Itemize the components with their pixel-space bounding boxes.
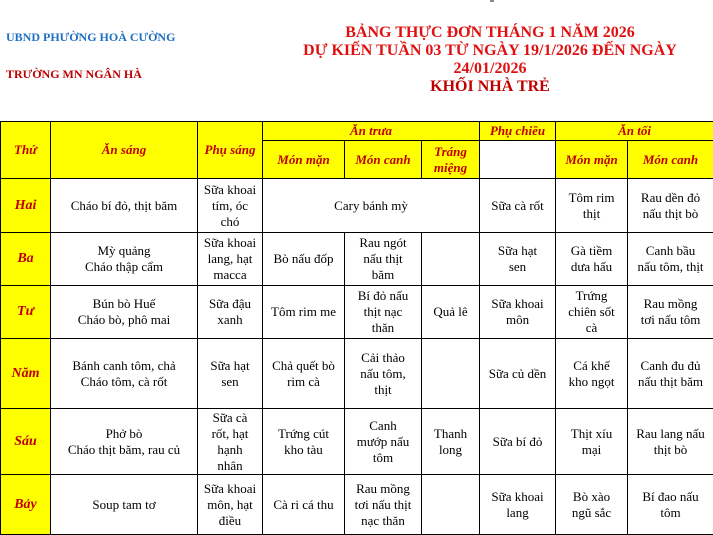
dinner-main-cell	[556, 409, 628, 475]
lunch-soup-cell-line: nấu thịt	[347, 251, 419, 267]
lunch-soup-cell-line: Rau mồng	[347, 481, 419, 497]
lunch-soup-cell-line: Bí đỏ nấu	[347, 288, 419, 304]
dinner-soup-cell	[628, 339, 713, 409]
lunch-dessert-cell	[422, 475, 480, 535]
dinner-soup-cell	[628, 475, 713, 535]
afternoon-snack-cell-line: môn	[482, 312, 553, 328]
dinner-soup-cell-line: Canh đu đủ	[630, 358, 711, 374]
lunch-soup-cell-line: mướp nấu	[347, 434, 419, 450]
menu-row	[1, 286, 713, 339]
breakfast-cell-line: Bánh canh tôm, chả	[53, 358, 195, 374]
ward-name: UBND PHƯỜNG HOÀ CƯỜNG	[6, 30, 175, 45]
header-dinner-main: Món mặn	[556, 141, 628, 179]
lunch-dessert-cell	[422, 409, 480, 475]
dinner-soup-cell-line: tôm	[630, 505, 711, 521]
dinner-main-cell-line: chiên sốt	[558, 304, 625, 320]
morning-snack-cell	[198, 475, 263, 535]
title-line-2: DỰ KIẾN TUẦN 03 TỪ NGÀY 19/1/2026 ĐẾN NGÀY	[270, 42, 710, 60]
morning-snack-cell	[198, 339, 263, 409]
lunch-main-cell-line: Trứng cút	[265, 426, 342, 442]
header-morning-snack: Phụ sáng	[198, 122, 263, 179]
lunch-main-cell-line: Chả quết bò	[265, 358, 342, 374]
lunch-dessert-cell-line: Quả lê	[424, 304, 477, 320]
title-line-4: KHỐI NHÀ TRẺ	[270, 78, 710, 96]
lunch-soup-cell-line: thịt	[347, 382, 419, 398]
breakfast-cell-line: Bún bò Huế	[53, 296, 195, 312]
breakfast-cell	[51, 409, 198, 475]
lunch-main-cell	[263, 233, 345, 286]
lunch-dessert-cell	[422, 339, 480, 409]
header-afternoon-blank	[480, 141, 556, 179]
dinner-main-cell-line: Trứng	[558, 288, 625, 304]
morning-snack-cell	[198, 179, 263, 233]
afternoon-snack-cell	[480, 475, 556, 535]
lunch-main-cell-line: rim cà	[265, 374, 342, 390]
day-cell: Tư	[1, 286, 51, 339]
lunch-main-cell-line: Cà ri cá thu	[265, 497, 342, 513]
morning-snack-cell-line: Sữa hạt	[200, 358, 260, 374]
dinner-soup-cell-line: thịt bò	[630, 442, 711, 458]
header-lunch-main: Món mặn	[263, 141, 345, 179]
breakfast-cell	[51, 475, 198, 535]
lunch-soup-cell-line: Cải thảo	[347, 350, 419, 366]
lunch-dessert-cell	[422, 286, 480, 339]
dinner-main-cell-line: thịt	[558, 206, 625, 222]
dinner-main-cell	[556, 233, 628, 286]
dinner-soup-cell	[628, 233, 713, 286]
dinner-soup-cell-line: Bí đao nấu	[630, 489, 711, 505]
lunch-soup-cell-line: tơi nấu thịt	[347, 497, 419, 513]
breakfast-cell-line: Phở bò	[53, 426, 195, 442]
dinner-soup-cell-line: Canh bầu	[630, 243, 711, 259]
dinner-main-cell	[556, 179, 628, 233]
lunch-main-cell-line: Tôm rim me	[265, 304, 342, 320]
lunch-soup-cell	[345, 286, 422, 339]
morning-snack-cell-line: xanh	[200, 312, 260, 328]
dinner-soup-cell-line: tơi nấu tôm	[630, 312, 711, 328]
morning-snack-cell	[198, 233, 263, 286]
morning-snack-cell-line: sen	[200, 374, 260, 390]
dinner-main-cell-line: kho ngọt	[558, 374, 625, 390]
breakfast-cell-line: Cháo bò, phô mai	[53, 312, 195, 328]
morning-snack-cell-line: Sữa đậu	[200, 296, 260, 312]
lunch-soup-cell-line: tôm	[347, 450, 419, 466]
lunch-soup-cell	[345, 339, 422, 409]
afternoon-snack-cell-line: Sữa bí đỏ	[482, 434, 553, 450]
title-line-1: BẢNG THỰC ĐƠN THÁNG 1 NĂM 2026	[270, 24, 710, 42]
morning-snack-cell-line: rốt, hạt	[200, 426, 260, 442]
dinner-main-cell-line: Bò xào	[558, 489, 625, 505]
lunch-soup-cell-line: Rau ngót	[347, 235, 419, 251]
afternoon-snack-cell	[480, 409, 556, 475]
lunch-soup-cell-line: băm	[347, 267, 419, 283]
dinner-soup-cell	[628, 286, 713, 339]
menu-row	[1, 233, 713, 286]
menu-row	[1, 339, 713, 409]
header-lunch-dessert: Tráng miệng	[422, 141, 480, 179]
dinner-main-cell-line: Gà tiềm	[558, 243, 625, 259]
afternoon-snack-cell-line: sen	[482, 259, 553, 275]
lunch-dessert-cell-line: long	[424, 442, 477, 458]
breakfast-cell-line: Cháo bí đỏ, thịt băm	[53, 198, 195, 214]
lunch-main-cell-line: kho tàu	[265, 442, 342, 458]
morning-snack-cell	[198, 409, 263, 475]
afternoon-snack-cell	[480, 233, 556, 286]
breakfast-cell-line: Cháo thịt băm, rau củ	[53, 442, 195, 458]
breakfast-cell-line: Soup tam tơ	[53, 497, 195, 513]
dinner-main-cell	[556, 286, 628, 339]
breakfast-cell	[51, 339, 198, 409]
afternoon-snack-cell-line: lang	[482, 505, 553, 521]
morning-snack-cell-line: hạnh	[200, 442, 260, 458]
dinner-soup-cell-line: Rau lang nấu	[630, 426, 711, 442]
morning-snack-cell	[198, 286, 263, 339]
lunch-soup-cell-line: Canh	[347, 418, 419, 434]
school-name: TRƯỜNG MN NGÂN HÀ	[6, 67, 142, 82]
day-cell: Ba	[1, 233, 51, 286]
day-cell: Bảy	[1, 475, 51, 535]
header-breakfast: Ăn sáng	[51, 122, 198, 179]
menu-row	[1, 179, 713, 233]
morning-snack-cell-line: Sữa cà	[200, 410, 260, 426]
dinner-soup-cell-line: Rau mồng	[630, 296, 711, 312]
lunch-soup-cell-line: thăn	[347, 320, 419, 336]
afternoon-snack-cell-line: Sữa hạt	[482, 243, 553, 259]
breakfast-cell	[51, 179, 198, 233]
dinner-soup-cell	[628, 179, 713, 233]
afternoon-snack-cell	[480, 179, 556, 233]
menu-row	[1, 409, 713, 475]
morning-snack-cell-line: chó	[200, 214, 260, 230]
breakfast-cell	[51, 286, 198, 339]
breakfast-cell-line: Mỳ quảng	[53, 243, 195, 259]
morning-snack-cell-line: Sữa khoai	[200, 182, 260, 198]
lunch-main-cell	[263, 286, 345, 339]
day-cell: Năm	[1, 339, 51, 409]
afternoon-snack-cell-line: Sữa khoai	[482, 296, 553, 312]
day-cell: Sáu	[1, 409, 51, 475]
header-dinner: Ăn tối	[556, 122, 713, 141]
morning-snack-cell-line: Sữa khoai	[200, 235, 260, 251]
top-mark	[490, 0, 494, 2]
afternoon-snack-cell-line: Sữa củ dền	[482, 366, 553, 382]
lunch-soup-cell-line: nạc thăn	[347, 513, 419, 529]
morning-snack-cell-line: macca	[200, 267, 260, 283]
header-lunch: Ăn trưa	[263, 122, 480, 141]
dinner-main-cell-line: cà	[558, 320, 625, 336]
afternoon-snack-cell-line: Sữa cà rốt	[482, 198, 553, 214]
dinner-main-cell	[556, 339, 628, 409]
menu-title	[270, 24, 710, 96]
lunch-main-cell-line: Bò nấu đốp	[265, 251, 342, 267]
lunch-merged-cell: Cary bánh mỳ	[263, 179, 480, 233]
dinner-main-cell-line: Tôm rim	[558, 190, 625, 206]
afternoon-snack-cell	[480, 286, 556, 339]
header-dinner-soup: Món canh	[628, 141, 713, 179]
lunch-main-cell	[263, 409, 345, 475]
dinner-main-cell	[556, 475, 628, 535]
morning-snack-cell-line: môn, hạt	[200, 497, 260, 513]
dinner-soup-cell-line: nấu thịt băm	[630, 374, 711, 390]
header-lunch-soup: Món canh	[345, 141, 422, 179]
lunch-soup-cell	[345, 409, 422, 475]
menu-table	[0, 121, 713, 535]
lunch-main-cell	[263, 475, 345, 535]
morning-snack-cell-line: tím, óc	[200, 198, 260, 214]
morning-snack-cell-line: Sữa khoai	[200, 481, 260, 497]
breakfast-cell-line: Cháo thập cẩm	[53, 259, 195, 275]
dinner-soup-cell	[628, 409, 713, 475]
header-afternoon-snack: Phụ chiều	[480, 122, 556, 141]
dinner-soup-cell-line: Rau dền đỏ	[630, 190, 711, 206]
morning-snack-cell-line: điều	[200, 513, 260, 529]
lunch-soup-cell	[345, 475, 422, 535]
dinner-soup-cell-line: nấu tôm, thịt	[630, 259, 711, 275]
morning-snack-cell-line: nhân	[200, 458, 260, 474]
header-day: Thứ	[1, 122, 51, 179]
dinner-main-cell-line: ngũ sắc	[558, 505, 625, 521]
lunch-soup-cell-line: thịt nạc	[347, 304, 419, 320]
breakfast-cell-line: Cháo tôm, cà rốt	[53, 374, 195, 390]
lunch-soup-cell-line: nấu tôm,	[347, 366, 419, 382]
lunch-dessert-cell-line: Thanh	[424, 426, 477, 442]
afternoon-snack-cell-line: Sữa khoai	[482, 489, 553, 505]
breakfast-cell	[51, 233, 198, 286]
menu-row	[1, 475, 713, 535]
dinner-main-cell-line: Thịt xíu	[558, 426, 625, 442]
lunch-main-cell	[263, 339, 345, 409]
lunch-soup-cell	[345, 233, 422, 286]
lunch-dessert-cell	[422, 233, 480, 286]
morning-snack-cell-line: lang, hạt	[200, 251, 260, 267]
dinner-main-cell-line: mại	[558, 442, 625, 458]
dinner-main-cell-line: Cá khế	[558, 358, 625, 374]
dinner-main-cell-line: dưa hấu	[558, 259, 625, 275]
day-cell: Hai	[1, 179, 51, 233]
title-line-3: 24/01/2026	[270, 60, 710, 78]
afternoon-snack-cell	[480, 339, 556, 409]
dinner-soup-cell-line: nấu thịt bò	[630, 206, 711, 222]
